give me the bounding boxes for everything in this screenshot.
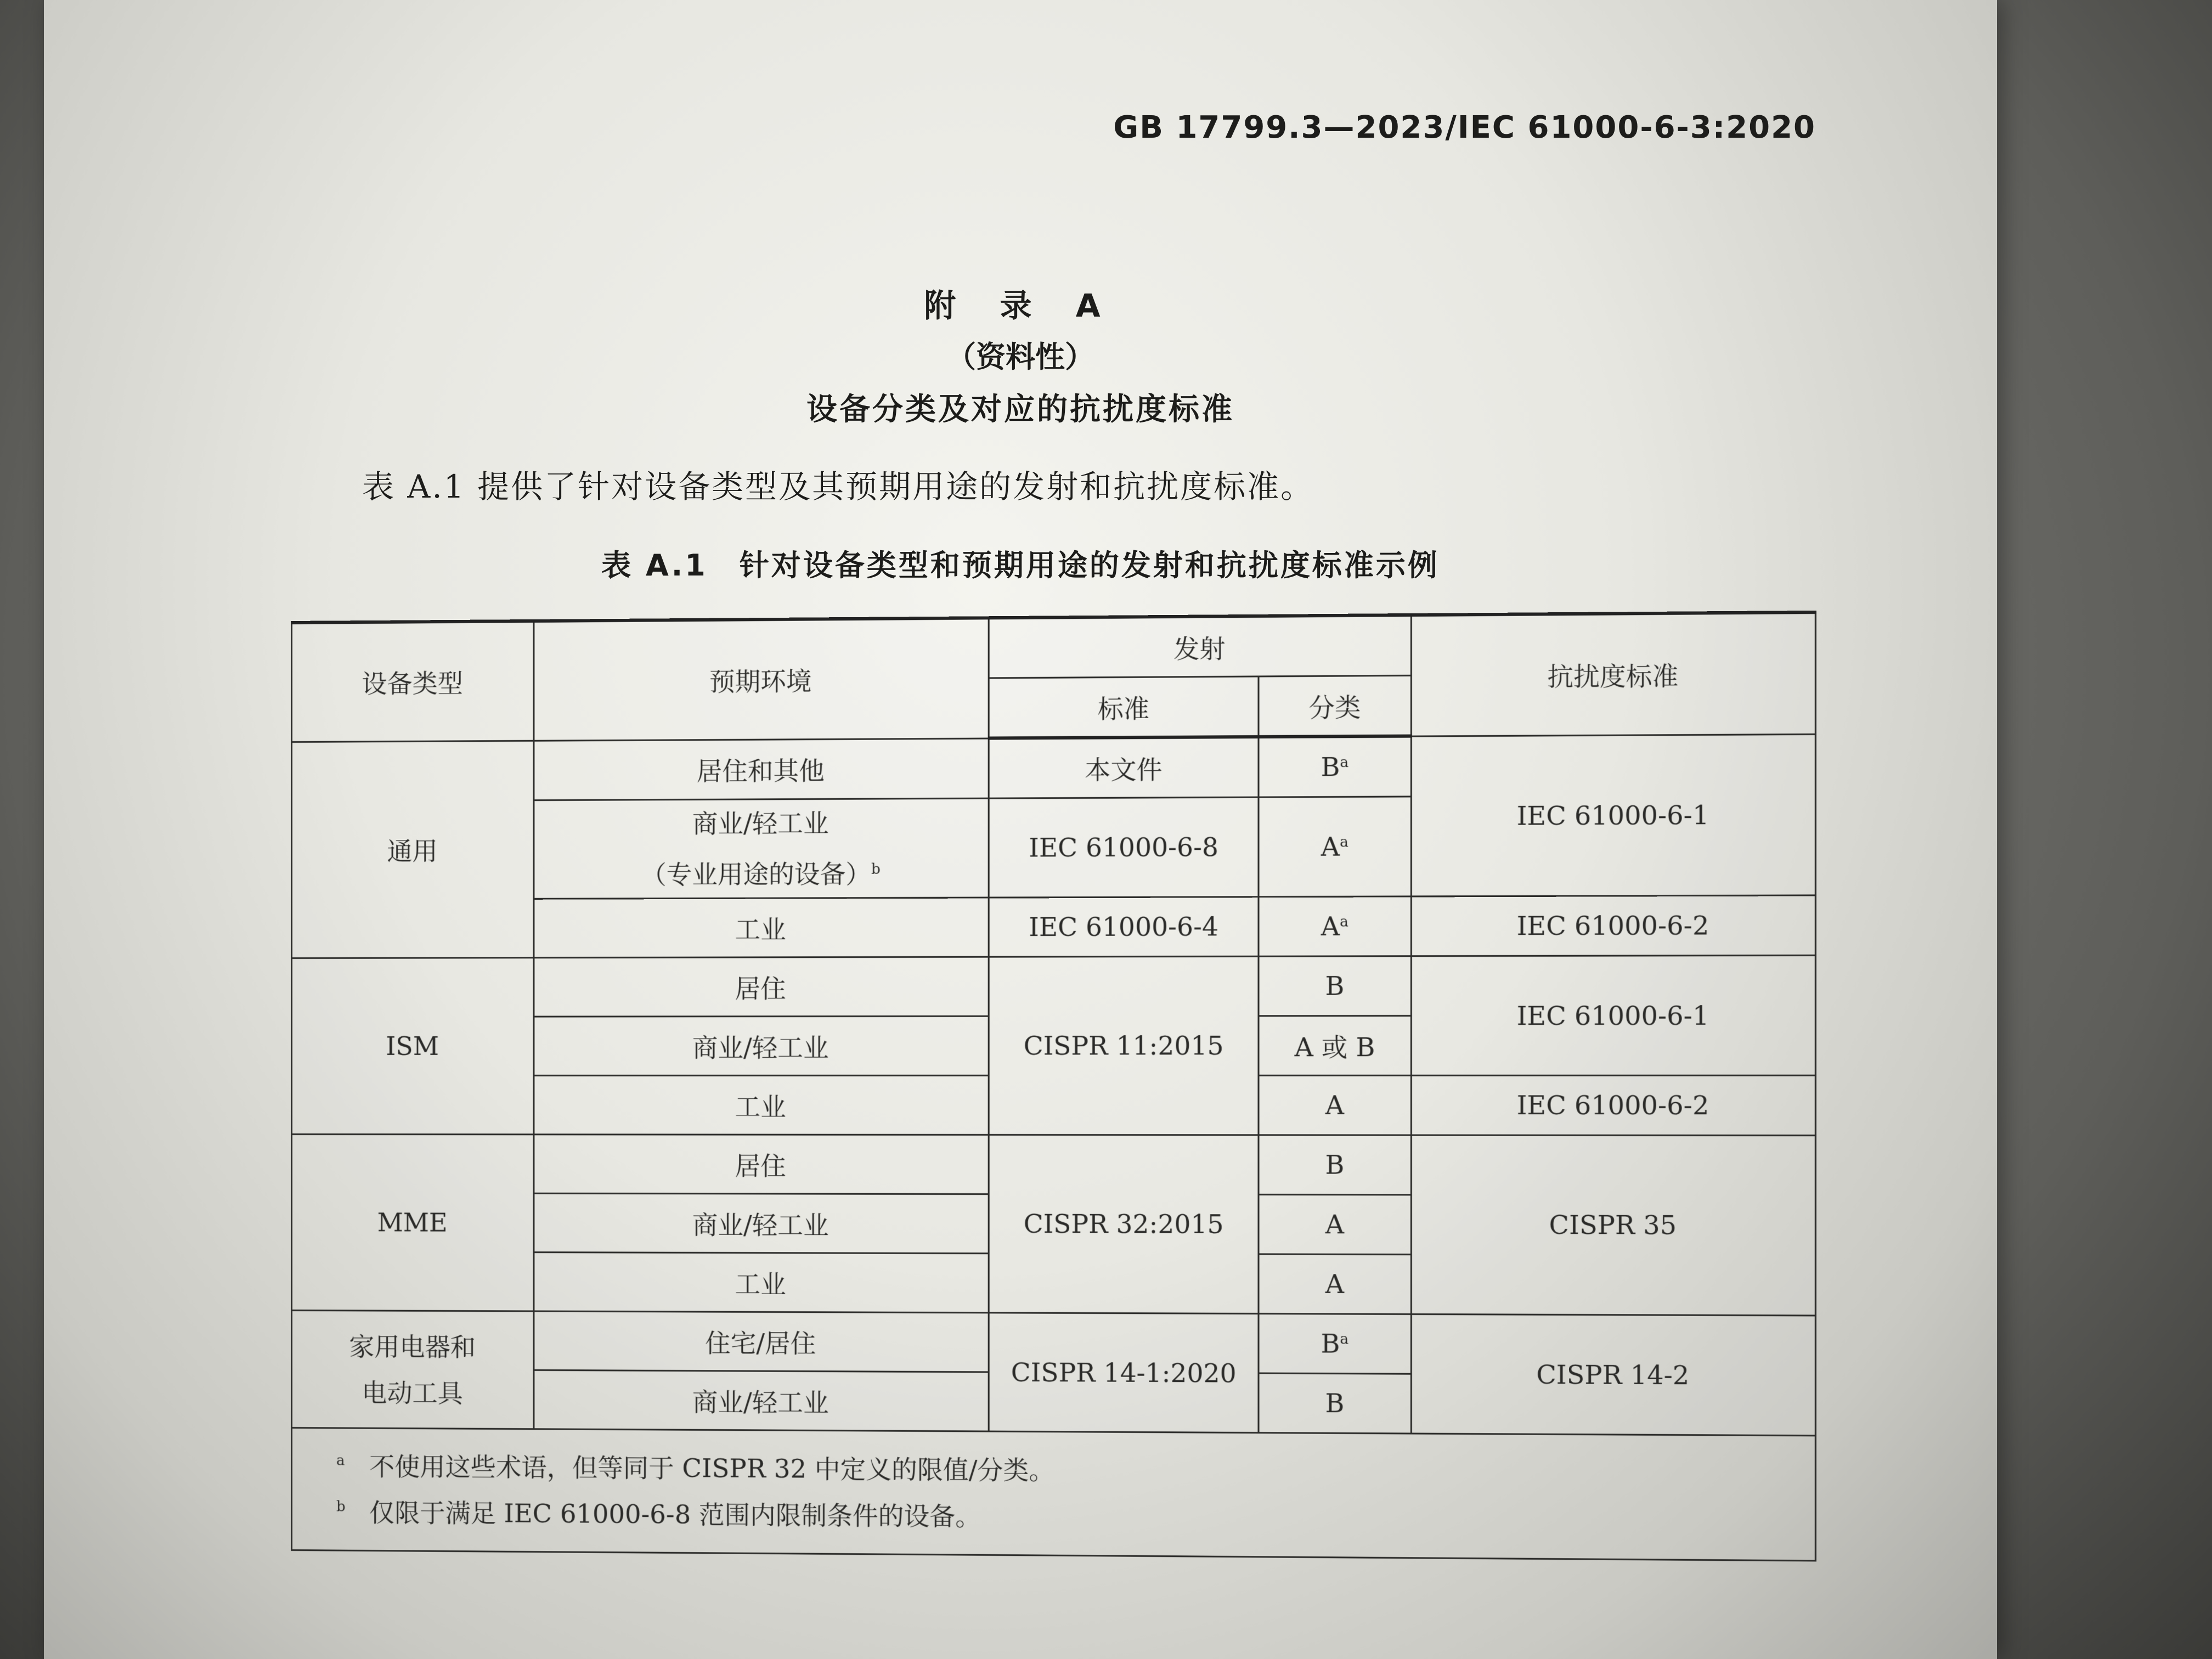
table-container xyxy=(291,610,1863,1553)
standard-code: GB 17799.3—2023/IEC 61000-6-3:2020 xyxy=(1113,110,1816,145)
document-page xyxy=(44,0,1997,1659)
immunity-cell: CISPR 35 xyxy=(1411,1135,1815,1316)
immunity-cell: CISPR 14-2 xyxy=(1411,1314,1815,1436)
env-cell: 商业/轻工业 xyxy=(534,1017,989,1076)
immunity-cell: IEC 61000-6-1 xyxy=(1411,734,1815,896)
header-device-type: 设备类型 xyxy=(291,621,533,742)
std-cell: IEC 61000-6-4 xyxy=(989,897,1259,957)
intro-paragraph: 表 A.1 提供了针对设备类型及其预期用途的发射和抗扰度标准。 xyxy=(362,468,1314,505)
class-cell: B xyxy=(1259,1373,1411,1434)
table-row xyxy=(291,1311,1815,1376)
env-cell: 商业/轻工业 xyxy=(534,1370,989,1432)
env-cell: 商业/轻工业 xyxy=(534,1194,989,1254)
device-type-appliances: 家用电器和 电动工具 xyxy=(291,1311,533,1429)
standards-table xyxy=(291,611,1816,1437)
footnote-text: 不使用这些术语，但等同于 CISPR 32 中定义的限值/分类。 xyxy=(369,1452,1055,1486)
header-standard: 标准 xyxy=(989,676,1259,738)
footnote-mark: b xyxy=(336,1498,346,1515)
env-cell: 工业 xyxy=(534,1076,989,1135)
std-cell: CISPR 14-1:2020 xyxy=(989,1313,1259,1433)
env-cell: 居住 xyxy=(534,957,989,1017)
header-emission: 发射 xyxy=(989,615,1411,678)
footnote xyxy=(336,1489,1780,1545)
class-cell: A xyxy=(1259,1076,1411,1136)
class-cell: A xyxy=(1259,1254,1411,1314)
annex-nature: （资料性） xyxy=(946,340,1094,374)
std-cell: 本文件 xyxy=(989,737,1259,798)
std-cell: IEC 61000-6-8 xyxy=(989,797,1259,898)
class-cell: $B^a$ xyxy=(1259,1314,1411,1374)
immunity-cell: IEC 61000-6-2 xyxy=(1411,1076,1815,1136)
table-caption: 表 A.1 针对设备类型和预期用途的发射和抗扰度标准示例 xyxy=(601,548,1440,583)
table-row xyxy=(291,956,1815,1017)
device-type-mme: MME xyxy=(291,1135,533,1312)
env-cell: 工业 xyxy=(534,1252,989,1313)
std-cell: CISPR 32:2015 xyxy=(989,1135,1259,1314)
class-cell: B xyxy=(1259,1135,1411,1195)
footnote-mark: a xyxy=(336,1452,345,1469)
class-cell: A xyxy=(1259,1195,1411,1255)
table-row xyxy=(291,1135,1815,1196)
class-cell: B xyxy=(1259,956,1411,1016)
table-footnotes xyxy=(291,1429,1816,1561)
table-row xyxy=(291,734,1815,802)
std-cell: CISPR 11:2015 xyxy=(989,957,1259,1136)
class-cell: $A^a$ xyxy=(1259,896,1411,956)
annex-subject: 设备分类及对应的抗扰度标准 xyxy=(806,392,1234,427)
annex-title: 附 录 A xyxy=(924,287,1117,324)
class-cell: $A^a$ xyxy=(1259,797,1411,897)
device-type-general: 通用 xyxy=(291,741,533,958)
footnote xyxy=(336,1443,1780,1498)
class-cell: A 或 B xyxy=(1259,1016,1411,1076)
env-cell: 工业 xyxy=(534,898,989,958)
header-environment: 预期环境 xyxy=(534,618,989,740)
footnote-text: 仅限于满足 IEC 61000-6-8 范围内限制条件的设备。 xyxy=(369,1498,981,1532)
header-immunity: 抗扰度标准 xyxy=(1411,612,1815,736)
immunity-cell: IEC 61000-6-2 xyxy=(1411,895,1815,956)
header-class: 分类 xyxy=(1259,675,1411,737)
env-cell: 住宅/居住 xyxy=(534,1311,989,1372)
class-cell: $B^a$ xyxy=(1259,736,1411,797)
env-cell: 商业/轻工业 （专业用途的设备）$^b$ xyxy=(534,798,989,899)
device-type-ism: ISM xyxy=(291,958,533,1135)
immunity-cell: IEC 61000-6-1 xyxy=(1411,956,1815,1076)
env-cell: 居住 xyxy=(534,1135,989,1194)
env-cell: 居住和其他 xyxy=(534,738,989,800)
